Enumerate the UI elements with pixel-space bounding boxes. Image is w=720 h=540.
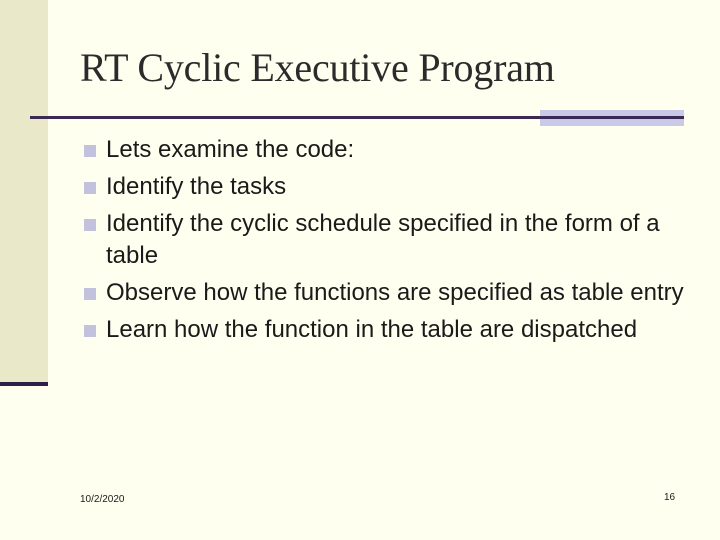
bullet-text: Learn how the function in the table are dispatched	[106, 316, 638, 343]
square-bullet-icon	[84, 145, 96, 157]
square-bullet-icon	[84, 288, 96, 300]
square-bullet-icon	[84, 325, 96, 337]
bullet-text: Identify the cyclic schedule specified in the form of a table	[106, 210, 660, 269]
bullet-item	[84, 134, 684, 166]
bullet-item	[84, 208, 684, 272]
bullet-item	[84, 314, 684, 346]
left-bar-accent-line	[0, 382, 48, 386]
square-bullet-icon	[84, 182, 96, 194]
title-divider-rule	[30, 116, 684, 119]
bullet-text: Identify the tasks	[106, 173, 287, 200]
bullet-text: Lets examine the code:	[106, 136, 355, 163]
page-number: 16	[664, 492, 676, 503]
square-bullet-icon	[84, 219, 96, 231]
left-decorative-bar	[0, 0, 48, 383]
bullet-list	[84, 134, 684, 351]
bullet-item	[84, 171, 684, 203]
slide-title: RT Cyclic Executive Program	[80, 45, 555, 90]
footer-date: 10/2/2020	[80, 494, 125, 505]
bullet-text: Observe how the functions are specified as table entry	[106, 279, 684, 306]
bullet-item	[84, 277, 684, 309]
